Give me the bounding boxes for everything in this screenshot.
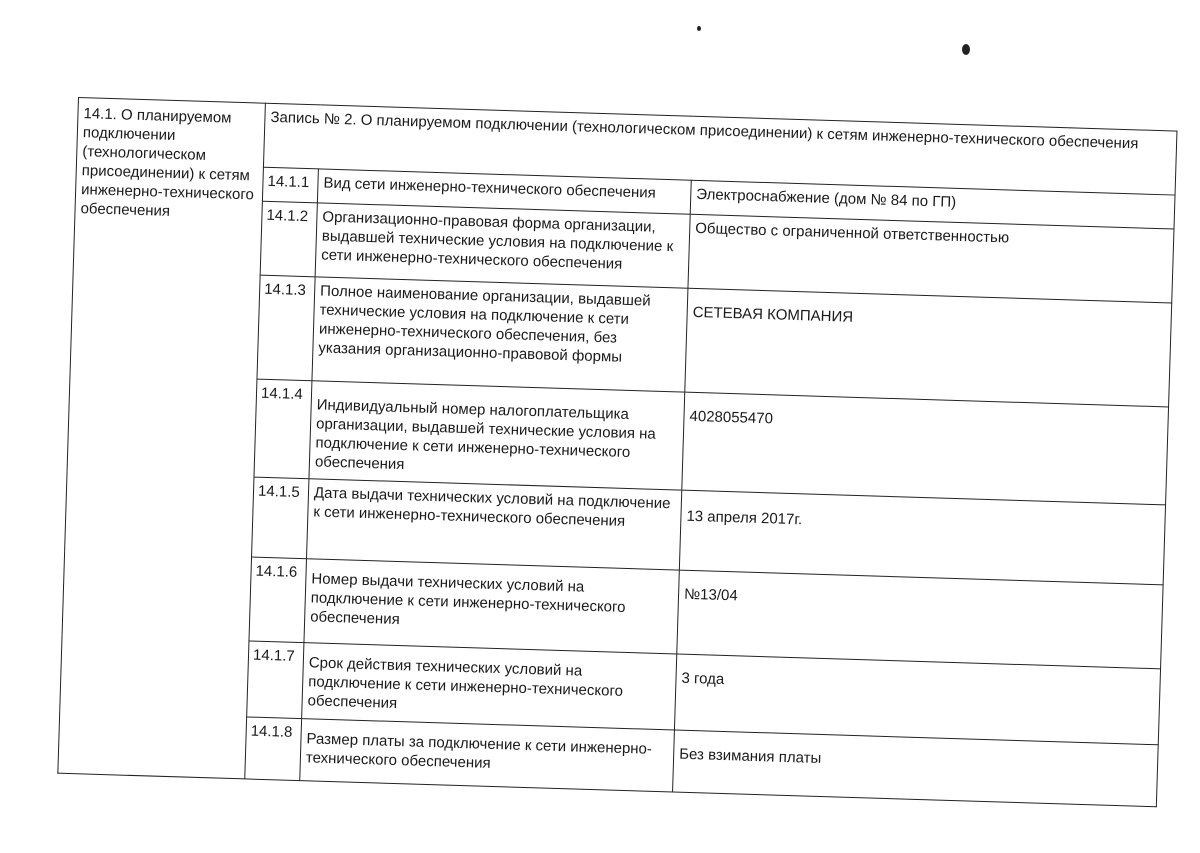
scan-speck bbox=[962, 44, 970, 55]
scan-speck bbox=[697, 26, 701, 31]
section-title: 14.1. О планируемом подключении (технологическом присоединении) к сетям инженерно-технического обеспечения bbox=[58, 98, 266, 779]
row-label: Вид сети инженерно-технического обеспечения bbox=[317, 169, 691, 214]
row-label: Организационно-правовая форма организации, выдавшей технические условия на подключение к сети инженерно-технического обеспечения bbox=[315, 203, 690, 288]
connection-info-table bbox=[57, 97, 1177, 807]
row-label: Номер выдачи технических условий на подключение к сети инженерно-технического обеспечения bbox=[304, 559, 679, 654]
row-value: 13 апреля 2017г. bbox=[679, 490, 1165, 585]
row-value: №13/04 bbox=[677, 570, 1163, 669]
row-label: Полное наименование организации, выдавшей технические условия на подключение к сети инженерно-технического обеспечения, без указания организационно-правовой формы bbox=[312, 277, 688, 392]
row-value: СЕТЕВАЯ КОМПАНИЯ bbox=[685, 288, 1172, 407]
row-code: 14.1.1 bbox=[262, 167, 318, 203]
row-code: 14.1.5 bbox=[252, 477, 309, 559]
document-table-container bbox=[57, 97, 1177, 807]
row-label: Индивидуальный номер налогоплательщика организации, выдавшей технические условия на подключение к сети инженерно-технического обеспечения bbox=[309, 381, 685, 490]
row-value: 4028055470 bbox=[682, 392, 1169, 505]
row-code: 14.1.4 bbox=[254, 379, 312, 479]
row-code: 14.1.7 bbox=[247, 641, 304, 719]
row-label: Размер платы за подключение к сети инженерно-технического обеспечения bbox=[300, 719, 675, 792]
row-value: Электроснабжение (дом № 84 по ГП) bbox=[690, 180, 1175, 229]
row-value: 3 года bbox=[674, 654, 1160, 745]
row-code: 14.1.8 bbox=[245, 717, 302, 781]
row-label: Дата выдачи технических условий на подключение к сети инженерно-технического обеспечения bbox=[307, 479, 682, 570]
row-value: Общество с ограниченной ответственностью bbox=[688, 214, 1174, 303]
record-title: Запись № 2. О планируемом подключении (технологическом присоединении) к сетям инженерно-технического обеспечения bbox=[263, 103, 1177, 195]
row-value: Без взимания платы bbox=[673, 730, 1159, 807]
row-code: 14.1.3 bbox=[257, 275, 315, 381]
row-label: Срок действия технических условий на подключение к сети инженерно-технического обеспечения bbox=[302, 643, 677, 730]
row-code: 14.1.2 bbox=[260, 201, 317, 277]
row-code: 14.1.6 bbox=[249, 557, 307, 643]
